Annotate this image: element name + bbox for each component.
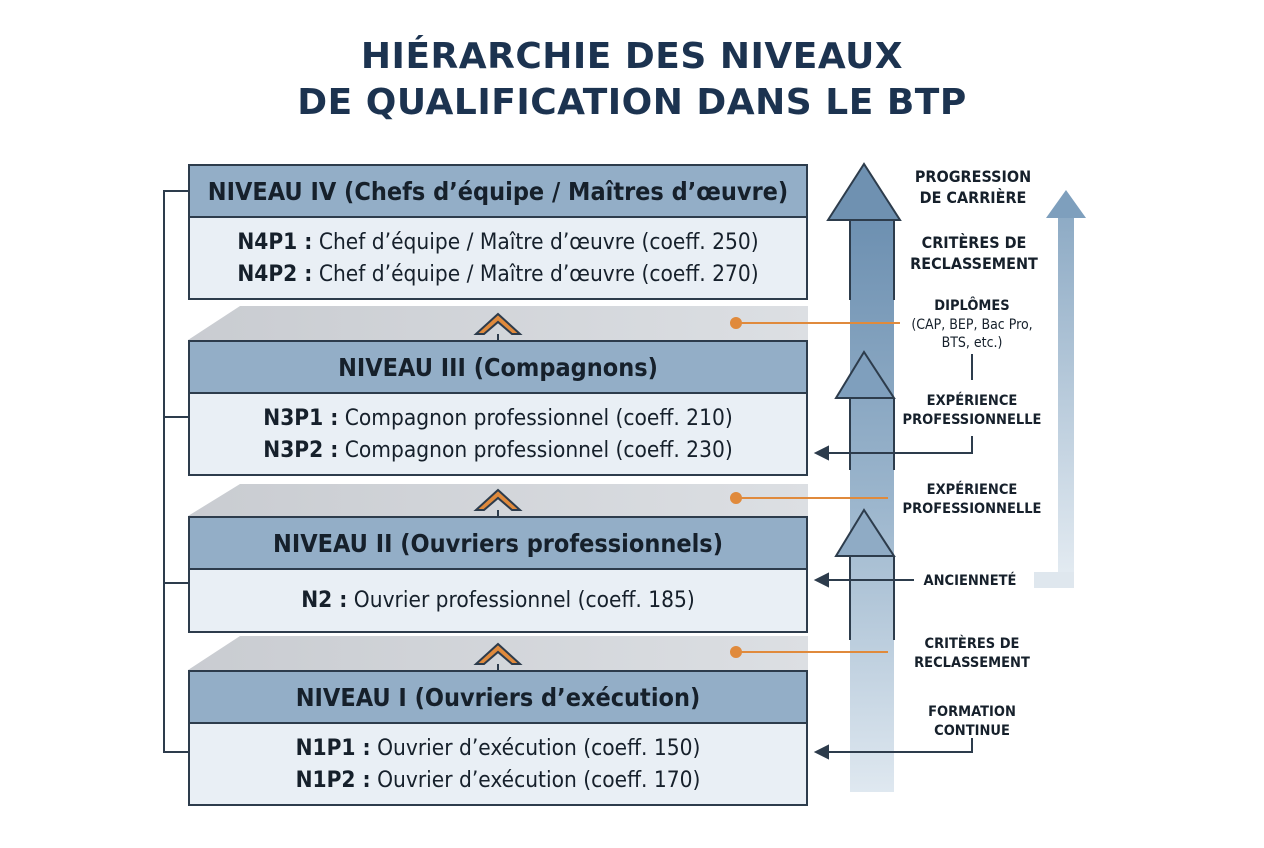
level-box-iv — [188, 164, 808, 300]
label-criteres-top: CRITÈRES DE RECLASSEMENT — [910, 233, 1038, 273]
page-title-line-1: HIÉRARCHIE DES NIVEAUX — [360, 36, 904, 77]
level-row: N4P1 : Chef d’équipe / Maître d’œuvre (coeff. 250) — [237, 229, 759, 255]
level-row: N4P2 : Chef d’équipe / Maître d’œuvre (coeff. 270) — [237, 261, 759, 287]
level-title: NIVEAU III (Compagnons) — [190, 342, 806, 394]
progression-arrow-main — [828, 164, 900, 792]
level-row: N1P1 : Ouvrier d’exécution (coeff. 150) — [295, 735, 701, 761]
level-row: N3P1 : Compagnon professionnel (coeff. 210) — [263, 405, 733, 431]
level-title: NIVEAU I (Ouvriers d’exécution) — [190, 672, 806, 724]
label-formation: FORMATION CONTINUE — [928, 704, 1016, 739]
level-title: NIVEAU II (Ouvriers professionnels) — [190, 518, 806, 570]
level-title: NIVEAU IV (Chefs d’équipe / Maîtres d’œuvre) — [190, 166, 806, 218]
level-box-ii — [188, 516, 808, 633]
label-anciennete: ANCIENNETÉ — [923, 573, 1017, 589]
label-experience-1: EXPÉRIENCE PROFESSIONNELLE — [902, 393, 1042, 428]
label-experience-2: EXPÉRIENCE PROFESSIONNELLE — [902, 482, 1042, 517]
label-diplomes: DIPLÔMES (CAP, BEP, Bac Pro, BTS, etc.) — [911, 298, 1033, 351]
label-criteres-bottom: CRITÈRES DE RECLASSEMENT — [914, 636, 1030, 671]
level-box-iii — [188, 340, 808, 476]
level-row: N3P2 : Compagnon professionnel (coeff. 230) — [263, 437, 733, 463]
level-row: N2 : Ouvrier professionnel (coeff. 185) — [301, 587, 695, 613]
label-progression: PROGRESSION DE CARRIÈRE — [914, 167, 1032, 207]
level-box-i — [188, 670, 808, 806]
level-row: N1P2 : Ouvrier d’exécution (coeff. 170) — [295, 767, 701, 793]
left-bracket-connector — [164, 191, 188, 752]
page-title-line-2: DE QUALIFICATION DANS LE BTP — [297, 82, 967, 123]
